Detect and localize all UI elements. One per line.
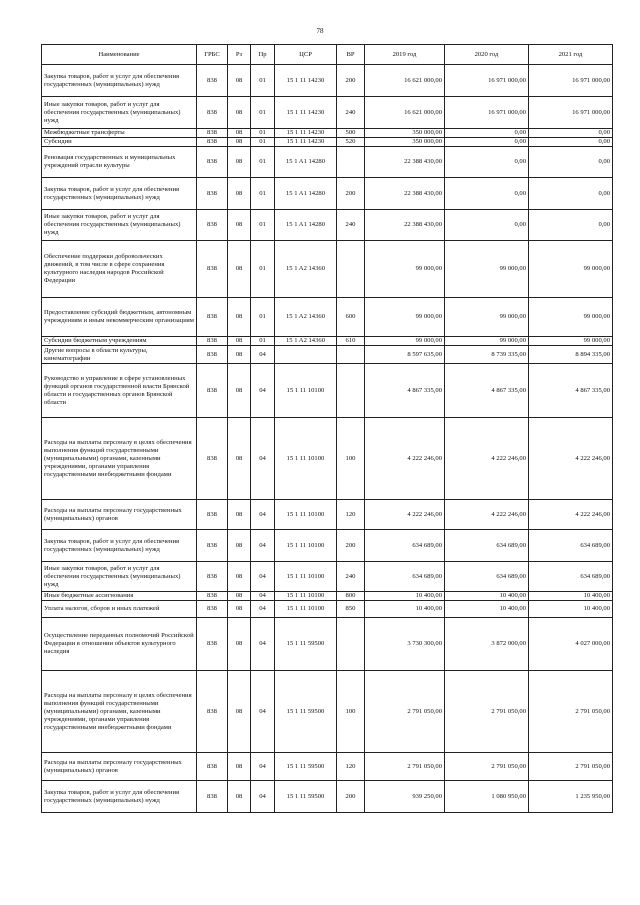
row-rz: 08 <box>228 129 251 138</box>
row-vr: 200 <box>337 65 365 97</box>
row-vr <box>337 346 365 364</box>
row-csr: 15 1 11 59500 <box>275 618 337 671</box>
row-2020: 16 971 000,00 <box>445 65 529 97</box>
row-2020: 99 000,00 <box>445 241 529 298</box>
row-name: Закупка товаров, работ и услуг для обеспечения государственных (муниципальных) нужд <box>42 530 197 562</box>
table-row <box>42 601 613 618</box>
row-pr: 01 <box>251 210 275 241</box>
header-2019: 2019 год <box>365 45 445 65</box>
row-2020: 10 400,00 <box>445 592 529 601</box>
row-grbs: 838 <box>197 147 228 178</box>
row-2020: 0,00 <box>445 178 529 210</box>
row-2021: 1 235 950,00 <box>529 781 613 813</box>
row-2020: 634 689,00 <box>445 530 529 562</box>
row-vr: 240 <box>337 97 365 129</box>
table-row <box>42 530 613 562</box>
row-2020: 2 791 050,00 <box>445 671 529 753</box>
row-2020: 1 080 950,00 <box>445 781 529 813</box>
row-2019: 2 791 050,00 <box>365 753 445 781</box>
row-name: Обеспечение поддержки добровольческих движений, в том числе в сфере сохранения культурного наследия народов Российской Федерации <box>42 241 197 298</box>
row-vr: 200 <box>337 530 365 562</box>
row-csr <box>275 346 337 364</box>
row-vr: 850 <box>337 601 365 618</box>
row-2019: 16 621 000,00 <box>365 97 445 129</box>
row-2021: 16 971 000,00 <box>529 97 613 129</box>
row-pr: 01 <box>251 241 275 298</box>
table-row <box>42 97 613 129</box>
table-row <box>42 364 613 418</box>
row-2019: 22 388 430,00 <box>365 147 445 178</box>
row-rz: 08 <box>228 210 251 241</box>
row-pr: 04 <box>251 753 275 781</box>
row-csr: 15 1 11 59500 <box>275 781 337 813</box>
row-csr: 15 1 11 10100 <box>275 500 337 530</box>
row-grbs: 838 <box>197 530 228 562</box>
row-name: Предоставление субсидий бюджетным, автономным учреждениям и иным некоммерческим организациям <box>42 298 197 337</box>
row-2021: 16 971 000,00 <box>529 65 613 97</box>
row-2021: 2 791 050,00 <box>529 671 613 753</box>
row-2021: 10 400,00 <box>529 601 613 618</box>
row-2021: 4 027 000,00 <box>529 618 613 671</box>
table-row <box>42 671 613 753</box>
row-2021: 634 689,00 <box>529 530 613 562</box>
row-name: Иные закупки товаров, работ и услуг для обеспечения государственных (муниципальных) нужд <box>42 97 197 129</box>
row-2021: 10 400,00 <box>529 592 613 601</box>
row-2019: 634 689,00 <box>365 530 445 562</box>
row-pr: 01 <box>251 129 275 138</box>
row-name: Другие вопросы в области культуры, кинематографии <box>42 346 197 364</box>
row-pr: 04 <box>251 781 275 813</box>
row-csr: 15 1 A1 14280 <box>275 178 337 210</box>
row-2021: 99 000,00 <box>529 337 613 346</box>
row-pr: 04 <box>251 418 275 500</box>
table-row <box>42 178 613 210</box>
row-vr: 100 <box>337 671 365 753</box>
row-2019: 22 388 430,00 <box>365 210 445 241</box>
header-rz: Рз <box>228 45 251 65</box>
row-2019: 10 400,00 <box>365 592 445 601</box>
row-name: Субсидии <box>42 138 197 147</box>
row-pr: 04 <box>251 346 275 364</box>
row-csr: 15 1 11 10100 <box>275 562 337 592</box>
table-row <box>42 418 613 500</box>
row-2021: 0,00 <box>529 147 613 178</box>
header-vr: ВР <box>337 45 365 65</box>
row-grbs: 838 <box>197 65 228 97</box>
row-grbs: 838 <box>197 364 228 418</box>
table-row <box>42 147 613 178</box>
row-vr: 120 <box>337 500 365 530</box>
row-csr: 15 1 11 14230 <box>275 97 337 129</box>
row-name: Закупка товаров, работ и услуг для обеспечения государственных (муниципальных) нужд <box>42 65 197 97</box>
table-row <box>42 129 613 138</box>
row-grbs: 838 <box>197 671 228 753</box>
header-2020: 2020 год <box>445 45 529 65</box>
row-name: Расходы на выплаты персоналу государственных (муниципальных) органов <box>42 500 197 530</box>
row-2019: 350 000,00 <box>365 138 445 147</box>
row-pr: 04 <box>251 364 275 418</box>
row-2021: 0,00 <box>529 138 613 147</box>
row-rz: 08 <box>228 97 251 129</box>
row-2020: 4 222 246,00 <box>445 500 529 530</box>
row-2019: 4 222 246,00 <box>365 418 445 500</box>
row-vr <box>337 147 365 178</box>
page-number: 78 <box>316 27 324 35</box>
row-2020: 0,00 <box>445 129 529 138</box>
row-csr: 15 1 11 10100 <box>275 601 337 618</box>
row-grbs: 838 <box>197 753 228 781</box>
row-2021: 4 867 335,00 <box>529 364 613 418</box>
header-pr: Пр <box>251 45 275 65</box>
row-grbs: 838 <box>197 562 228 592</box>
budget-table <box>41 44 613 813</box>
row-vr: 600 <box>337 298 365 337</box>
row-grbs: 838 <box>197 138 228 147</box>
row-csr: 15 1 11 59500 <box>275 671 337 753</box>
row-2020: 0,00 <box>445 147 529 178</box>
row-vr: 800 <box>337 592 365 601</box>
row-rz: 08 <box>228 364 251 418</box>
row-grbs: 838 <box>197 592 228 601</box>
row-vr <box>337 618 365 671</box>
table-row <box>42 337 613 346</box>
row-name: Реновация государственных и муниципальных учреждений отрасли культуры <box>42 147 197 178</box>
row-2021: 0,00 <box>529 210 613 241</box>
row-vr: 120 <box>337 753 365 781</box>
row-name: Субсидии бюджетным учреждениям <box>42 337 197 346</box>
row-2020: 8 739 335,00 <box>445 346 529 364</box>
row-csr: 15 1 A1 14280 <box>275 147 337 178</box>
header-2021: 2021 год <box>529 45 613 65</box>
row-vr <box>337 241 365 298</box>
row-grbs: 838 <box>197 418 228 500</box>
row-2019: 2 791 050,00 <box>365 671 445 753</box>
row-csr: 15 1 A2 14360 <box>275 337 337 346</box>
row-rz: 08 <box>228 241 251 298</box>
row-rz: 08 <box>228 138 251 147</box>
row-rz: 08 <box>228 178 251 210</box>
row-rz: 08 <box>228 530 251 562</box>
row-rz: 08 <box>228 298 251 337</box>
row-2020: 0,00 <box>445 138 529 147</box>
row-rz: 08 <box>228 601 251 618</box>
row-csr: 15 1 11 10100 <box>275 530 337 562</box>
row-vr: 100 <box>337 418 365 500</box>
row-rz: 08 <box>228 346 251 364</box>
row-rz: 08 <box>228 753 251 781</box>
row-2019: 4 867 335,00 <box>365 364 445 418</box>
row-vr: 240 <box>337 562 365 592</box>
row-name: Расходы на выплаты персоналу государственных (муниципальных) органов <box>42 753 197 781</box>
row-2021: 99 000,00 <box>529 241 613 298</box>
row-2019: 4 222 246,00 <box>365 500 445 530</box>
row-grbs: 838 <box>197 178 228 210</box>
row-2019: 8 597 635,00 <box>365 346 445 364</box>
row-grbs: 838 <box>197 337 228 346</box>
table-header-row <box>42 45 613 65</box>
row-name: Закупка товаров, работ и услуг для обеспечения государственных (муниципальных) нужд <box>42 178 197 210</box>
row-pr: 01 <box>251 65 275 97</box>
row-grbs: 838 <box>197 500 228 530</box>
row-pr: 04 <box>251 530 275 562</box>
row-csr: 15 1 A2 14360 <box>275 241 337 298</box>
row-csr: 15 1 11 10100 <box>275 592 337 601</box>
row-csr: 15 1 11 14230 <box>275 129 337 138</box>
row-csr: 15 1 A2 14360 <box>275 298 337 337</box>
row-2020: 16 971 000,00 <box>445 97 529 129</box>
row-name: Осуществление переданных полномочий Российской Федерации в отношении объектов культурного наследия <box>42 618 197 671</box>
row-2019: 16 621 000,00 <box>365 65 445 97</box>
row-rz: 08 <box>228 65 251 97</box>
row-csr: 15 1 11 59500 <box>275 753 337 781</box>
row-grbs: 838 <box>197 241 228 298</box>
row-pr: 04 <box>251 671 275 753</box>
table-row <box>42 618 613 671</box>
row-grbs: 838 <box>197 618 228 671</box>
row-csr: 15 1 11 10100 <box>275 364 337 418</box>
row-pr: 01 <box>251 147 275 178</box>
row-vr: 520 <box>337 138 365 147</box>
row-rz: 08 <box>228 147 251 178</box>
row-vr <box>337 364 365 418</box>
row-pr: 04 <box>251 592 275 601</box>
row-2020: 3 872 000,00 <box>445 618 529 671</box>
row-rz: 08 <box>228 500 251 530</box>
row-name: Уплата налогов, сборов и иных платежей <box>42 601 197 618</box>
row-pr: 01 <box>251 138 275 147</box>
row-name: Расходы на выплаты персоналу в целях обеспечения выполнения функций государственными (муниципальными) органами, казенными учреждениями, органами управления государственными внебюджетными фондами <box>42 418 197 500</box>
row-2021: 99 000,00 <box>529 298 613 337</box>
row-rz: 08 <box>228 418 251 500</box>
row-2021: 634 689,00 <box>529 562 613 592</box>
row-grbs: 838 <box>197 97 228 129</box>
row-grbs: 838 <box>197 210 228 241</box>
row-pr: 04 <box>251 562 275 592</box>
row-rz: 08 <box>228 562 251 592</box>
row-2019: 3 730 300,00 <box>365 618 445 671</box>
row-rz: 08 <box>228 671 251 753</box>
table-row <box>42 562 613 592</box>
row-vr: 240 <box>337 210 365 241</box>
row-pr: 01 <box>251 97 275 129</box>
table-row <box>42 65 613 97</box>
row-2019: 99 000,00 <box>365 298 445 337</box>
row-name: Межбюджетные трансферты <box>42 129 197 138</box>
header-csr: ЦСР <box>275 45 337 65</box>
row-2021: 2 791 050,00 <box>529 753 613 781</box>
row-pr: 04 <box>251 500 275 530</box>
row-pr: 04 <box>251 601 275 618</box>
table-row <box>42 592 613 601</box>
row-2019: 939 250,00 <box>365 781 445 813</box>
row-2021: 0,00 <box>529 178 613 210</box>
row-2021: 8 894 335,00 <box>529 346 613 364</box>
row-2021: 4 222 246,00 <box>529 418 613 500</box>
table-row <box>42 500 613 530</box>
row-vr: 610 <box>337 337 365 346</box>
row-name: Иные бюджетные ассигнования <box>42 592 197 601</box>
row-grbs: 838 <box>197 781 228 813</box>
row-2021: 4 222 246,00 <box>529 500 613 530</box>
row-name: Закупка товаров, работ и услуг для обеспечения государственных (муниципальных) нужд <box>42 781 197 813</box>
row-pr: 01 <box>251 178 275 210</box>
row-2020: 4 222 246,00 <box>445 418 529 500</box>
row-csr: 15 1 11 14230 <box>275 138 337 147</box>
row-name: Иные закупки товаров, работ и услуг для обеспечения государственных (муниципальных) нужд <box>42 562 197 592</box>
row-2019: 634 689,00 <box>365 562 445 592</box>
row-rz: 08 <box>228 592 251 601</box>
table-row <box>42 753 613 781</box>
row-name: Расходы на выплаты персоналу в целях обеспечения выполнения функций государственными (муниципальными) органами, казенными учреждениями, органами управления государственными внебюджетными фондами <box>42 671 197 753</box>
row-grbs: 838 <box>197 346 228 364</box>
row-2020: 2 791 050,00 <box>445 753 529 781</box>
row-grbs: 838 <box>197 601 228 618</box>
row-vr: 200 <box>337 781 365 813</box>
row-2020: 99 000,00 <box>445 337 529 346</box>
row-2020: 0,00 <box>445 210 529 241</box>
row-2020: 634 689,00 <box>445 562 529 592</box>
row-2019: 22 388 430,00 <box>365 178 445 210</box>
row-rz: 08 <box>228 781 251 813</box>
row-rz: 08 <box>228 337 251 346</box>
row-2019: 99 000,00 <box>365 337 445 346</box>
row-vr: 200 <box>337 178 365 210</box>
row-2019: 99 000,00 <box>365 241 445 298</box>
row-vr: 500 <box>337 129 365 138</box>
row-name: Руководство и управление в сфере установленных функций органов государственной власти Брянской области и государственных органов Брянской области <box>42 364 197 418</box>
row-pr: 01 <box>251 337 275 346</box>
row-2020: 99 000,00 <box>445 298 529 337</box>
table-row <box>42 138 613 147</box>
header-grbs: ГРБС <box>197 45 228 65</box>
table-row <box>42 241 613 298</box>
table-row <box>42 298 613 337</box>
row-2020: 10 400,00 <box>445 601 529 618</box>
row-name: Иные закупки товаров, работ и услуг для обеспечения государственных (муниципальных) нужд <box>42 210 197 241</box>
row-csr: 15 1 A1 14280 <box>275 210 337 241</box>
table-row <box>42 781 613 813</box>
header-name: Наименование <box>42 45 197 65</box>
row-rz: 08 <box>228 618 251 671</box>
row-grbs: 838 <box>197 298 228 337</box>
table-row <box>42 210 613 241</box>
row-2019: 350 000,00 <box>365 129 445 138</box>
table-row <box>42 346 613 364</box>
row-2021: 0,00 <box>529 129 613 138</box>
row-2019: 10 400,00 <box>365 601 445 618</box>
row-csr: 15 1 11 14230 <box>275 65 337 97</box>
row-pr: 01 <box>251 298 275 337</box>
row-pr: 04 <box>251 618 275 671</box>
row-2020: 4 867 335,00 <box>445 364 529 418</box>
row-grbs: 838 <box>197 129 228 138</box>
row-csr: 15 1 11 10100 <box>275 418 337 500</box>
